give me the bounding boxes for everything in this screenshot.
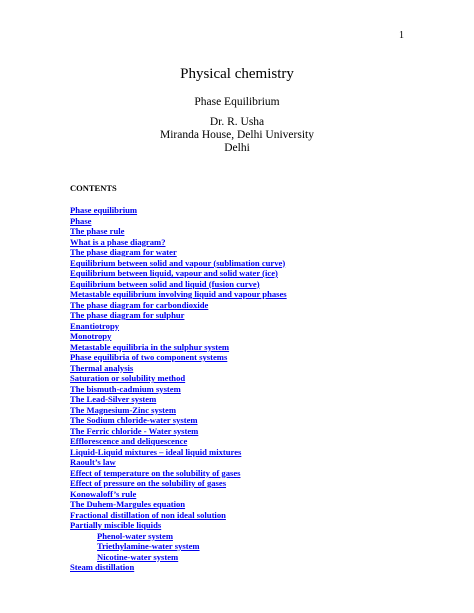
toc-link[interactable]: Fractional distillation of non ideal solution: [70, 509, 226, 520]
toc-link[interactable]: Liquid-Liquid mixtures – ideal liquid mixtures: [70, 446, 242, 457]
toc-link[interactable]: Effect of pressure on the solubility of gases: [70, 478, 227, 488]
toc-link[interactable]: Phase equilibrium: [70, 205, 138, 215]
toc-link[interactable]: Konowaloff’s rule: [70, 488, 137, 499]
table-of-contents: [70, 205, 410, 573]
author-city: Delhi: [224, 142, 250, 154]
toc-link[interactable]: The Duhem-Margules equation: [70, 499, 186, 509]
toc-link[interactable]: The Magnesium-Zinc system: [70, 404, 176, 415]
page-number: 1: [399, 30, 404, 41]
author-institution: Miranda House, Delhi University: [160, 129, 314, 141]
toc-link[interactable]: What is a phase diagram?: [70, 236, 166, 247]
toc-link[interactable]: Steam distillation: [70, 562, 135, 572]
author-name: Dr. R. Usha: [209, 116, 265, 128]
toc-link[interactable]: Enantiotropy: [70, 320, 120, 331]
toc-link[interactable]: The bismuth-cadmium system: [70, 383, 181, 394]
toc-link[interactable]: Equilibrium between solid and liquid (fusion curve): [70, 278, 260, 289]
document-title: Physical chemistry: [180, 66, 294, 82]
toc-link[interactable]: The phase rule: [70, 226, 125, 236]
toc-link[interactable]: Monotropy: [70, 331, 112, 341]
toc-link[interactable]: Phase: [70, 215, 92, 226]
toc-link[interactable]: Saturation or solubility method: [70, 373, 186, 383]
toc-link[interactable]: Equilibrium between liquid, vapour and solid water (ice): [70, 268, 278, 278]
toc-link[interactable]: Partially miscible liquids: [70, 520, 162, 530]
contents-heading: CONTENTS: [70, 183, 117, 193]
toc-link[interactable]: Triethylamine-water system: [97, 541, 200, 551]
document-subtitle: Phase Equilibrium: [194, 96, 280, 108]
toc-link[interactable]: Raoult’s law: [70, 457, 116, 467]
author-block: [0, 116, 474, 155]
toc-link[interactable]: Metastable equilibrium involving liquid and vapour phases: [70, 289, 287, 299]
toc-link[interactable]: Metastable equilibria in the sulphur system: [70, 341, 230, 352]
toc-link[interactable]: The Sodium chloride-water system: [70, 415, 198, 425]
toc-link[interactable]: The Lead-Silver system: [70, 394, 157, 404]
toc-link[interactable]: The Ferric chloride - Water system: [70, 425, 199, 436]
toc-link[interactable]: Phenol-water system: [97, 530, 173, 541]
toc-link[interactable]: Efflorescence and deliquescence: [70, 436, 188, 446]
toc-link[interactable]: The phase diagram for water: [70, 247, 177, 257]
toc-link[interactable]: Thermal analysis: [70, 362, 134, 373]
toc-link[interactable]: Phase equilibria of two component systems: [70, 352, 228, 362]
toc-link[interactable]: The phase diagram for sulphur: [70, 310, 185, 320]
toc-link[interactable]: Effect of temperature on the solubility of gases: [70, 467, 241, 478]
toc-link[interactable]: Nicotine-water system: [97, 551, 179, 562]
toc-link[interactable]: Equilibrium between solid and vapour (sublimation curve): [70, 257, 286, 268]
toc-link[interactable]: The phase diagram for carbondioxide: [70, 299, 209, 310]
